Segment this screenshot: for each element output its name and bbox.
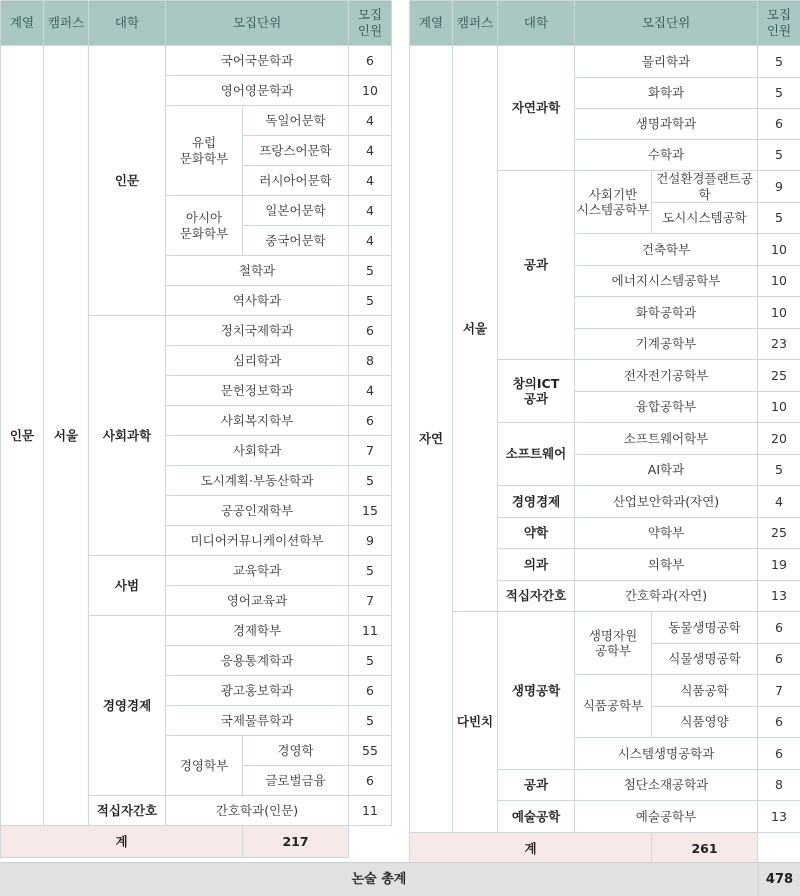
header-campus: 캠퍼스 xyxy=(44,1,89,46)
unit-cell: 프랑스어문학 xyxy=(243,136,349,166)
quota-cell: 5 xyxy=(349,556,392,586)
campus-cell: 다빈치 xyxy=(453,612,498,833)
college-cell: 경영경제 xyxy=(498,486,575,518)
quota-cell: 7 xyxy=(349,436,392,466)
quota-cell: 6 xyxy=(349,676,392,706)
unit-cell: 정치국제학과 xyxy=(166,316,349,346)
quota-cell: 6 xyxy=(758,109,800,140)
unit-cell: 도시시스템공학 xyxy=(652,203,758,234)
quota-cell: 9 xyxy=(349,526,392,556)
header-quota: 모집 인원 xyxy=(758,1,800,46)
college-cell: 인문 xyxy=(89,46,166,316)
college-cell: 자연과학 xyxy=(498,46,575,171)
quota-cell: 5 xyxy=(758,140,800,171)
quota-cell: 5 xyxy=(758,203,800,234)
unit-cell: 공공인재학부 xyxy=(166,496,349,526)
grand-total-label: 논술 총계 xyxy=(351,872,407,887)
subtotal-value: 217 xyxy=(243,826,349,858)
quota-cell: 7 xyxy=(758,675,800,707)
college-cell: 예술공학 xyxy=(498,801,575,833)
unit-cell: 에너지시스템공학부 xyxy=(575,266,758,297)
quota-cell: 5 xyxy=(349,466,392,496)
unit-cell: 사회복지학부 xyxy=(166,406,349,436)
group-cell: 경영학부 xyxy=(166,736,243,796)
quota-cell: 4 xyxy=(349,106,392,136)
unit-cell: 화학과 xyxy=(575,78,758,109)
quota-cell: 10 xyxy=(349,76,392,106)
humanities-admission-table xyxy=(0,0,392,858)
quota-cell: 10 xyxy=(758,234,800,266)
quota-cell: 4 xyxy=(349,376,392,406)
quota-cell: 55 xyxy=(349,736,392,766)
quota-cell: 4 xyxy=(349,196,392,226)
header-college: 대학 xyxy=(89,1,166,46)
quota-cell: 25 xyxy=(758,360,800,392)
unit-cell: 첨단소재공학과 xyxy=(575,770,758,801)
subtotal-label: 계 xyxy=(1,826,243,858)
quota-cell: 8 xyxy=(349,346,392,376)
quota-cell: 10 xyxy=(758,392,800,423)
quota-cell: 10 xyxy=(758,297,800,329)
unit-cell: 수학과 xyxy=(575,140,758,171)
unit-cell: 심리학과 xyxy=(166,346,349,376)
quota-cell: 4 xyxy=(758,486,800,518)
field-cell: 인문 xyxy=(1,46,44,826)
unit-cell: 화학공학과 xyxy=(575,297,758,329)
unit-cell: AI학과 xyxy=(575,455,758,486)
natural-science-admission-table xyxy=(409,0,800,865)
quota-cell: 20 xyxy=(758,423,800,455)
unit-cell: 역사학과 xyxy=(166,286,349,316)
college-cell: 적십자간호 xyxy=(89,796,166,826)
quota-cell: 13 xyxy=(758,581,800,612)
quota-cell: 5 xyxy=(349,256,392,286)
college-cell: 의과 xyxy=(498,549,575,581)
quota-cell: 5 xyxy=(758,455,800,486)
unit-cell: 기계공학부 xyxy=(575,329,758,360)
unit-cell: 국제물류학과 xyxy=(166,706,349,736)
unit-cell: 건설환경플랜트공학 xyxy=(652,171,758,203)
grand-total-value: 478 xyxy=(758,863,800,896)
group-cell: 아시아 문화학부 xyxy=(166,196,243,256)
unit-cell: 일본어문학 xyxy=(243,196,349,226)
unit-cell: 교육학과 xyxy=(166,556,349,586)
subtotal-value: 261 xyxy=(652,833,758,865)
quota-cell: 25 xyxy=(758,518,800,549)
unit-cell: 식물생명공학 xyxy=(652,644,758,675)
unit-cell: 독일어문학 xyxy=(243,106,349,136)
quota-cell: 19 xyxy=(758,549,800,581)
table-row xyxy=(410,46,800,78)
college-cell: 사회과학 xyxy=(89,316,166,556)
quota-cell: 4 xyxy=(349,226,392,256)
subtotal-row xyxy=(410,833,800,865)
college-cell: 약학 xyxy=(498,518,575,549)
unit-cell: 건축학부 xyxy=(575,234,758,266)
header-unit: 모집단위 xyxy=(575,1,758,46)
unit-cell: 시스템생명공학과 xyxy=(575,738,758,770)
subtotal-row xyxy=(1,826,392,858)
quota-cell: 6 xyxy=(758,644,800,675)
quota-cell: 5 xyxy=(349,286,392,316)
unit-cell: 중국어문학 xyxy=(243,226,349,256)
quota-cell: 10 xyxy=(758,266,800,297)
quota-cell: 6 xyxy=(349,766,392,796)
unit-cell: 사회학과 xyxy=(166,436,349,466)
college-cell: 사범 xyxy=(89,556,166,616)
quota-cell: 6 xyxy=(758,707,800,738)
college-cell: 생명공학 xyxy=(498,612,575,770)
group-cell: 사회기반 시스템공학부 xyxy=(575,171,652,234)
college-cell: 공과 xyxy=(498,171,575,360)
unit-cell: 러시아어문학 xyxy=(243,166,349,196)
unit-cell: 산업보안학과(자연) xyxy=(575,486,758,518)
quota-cell: 5 xyxy=(758,46,800,78)
quota-cell: 6 xyxy=(349,46,392,76)
header-unit: 모집단위 xyxy=(166,1,349,46)
unit-cell: 예술공학부 xyxy=(575,801,758,833)
table-header-row xyxy=(410,1,800,46)
unit-cell: 경영학 xyxy=(243,736,349,766)
quota-cell: 4 xyxy=(349,166,392,196)
unit-cell: 국어국문학과 xyxy=(166,46,349,76)
group-cell: 유럽 문화학부 xyxy=(166,106,243,196)
unit-cell: 영어영문학과 xyxy=(166,76,349,106)
college-cell: 소프트웨어 xyxy=(498,423,575,486)
quota-cell: 5 xyxy=(758,78,800,109)
header-quota: 모집 인원 xyxy=(349,1,392,46)
quota-cell: 8 xyxy=(758,770,800,801)
quota-cell: 5 xyxy=(349,646,392,676)
unit-cell: 미디어커뮤니케이션학부 xyxy=(166,526,349,556)
quota-cell: 13 xyxy=(758,801,800,833)
unit-cell: 식품공학 xyxy=(652,675,758,707)
college-cell: 공과 xyxy=(498,770,575,801)
unit-cell: 전자전기공학부 xyxy=(575,360,758,392)
header-campus: 캠퍼스 xyxy=(453,1,498,46)
unit-cell: 응용통계학과 xyxy=(166,646,349,676)
header-field: 계열 xyxy=(1,1,44,46)
unit-cell: 동물생명공학 xyxy=(652,612,758,644)
unit-cell: 생명과학과 xyxy=(575,109,758,140)
quota-cell: 7 xyxy=(349,586,392,616)
table-header-row xyxy=(1,1,392,46)
unit-cell: 경제학부 xyxy=(166,616,349,646)
grand-total-bar xyxy=(0,862,800,896)
quota-cell: 11 xyxy=(349,616,392,646)
college-cell: 적십자간호 xyxy=(498,581,575,612)
group-cell: 생명자원 공학부 xyxy=(575,612,652,675)
header-college: 대학 xyxy=(498,1,575,46)
unit-cell: 식품영양 xyxy=(652,707,758,738)
college-cell: 창의ICT 공과 xyxy=(498,360,575,423)
unit-cell: 의학부 xyxy=(575,549,758,581)
header-field: 계열 xyxy=(410,1,453,46)
table-row xyxy=(410,612,800,644)
quota-cell: 6 xyxy=(758,738,800,770)
quota-cell: 15 xyxy=(349,496,392,526)
campus-cell: 서울 xyxy=(44,46,89,826)
quota-cell: 6 xyxy=(349,316,392,346)
group-cell: 식품공학부 xyxy=(575,675,652,738)
unit-cell: 도시계획·부동산학과 xyxy=(166,466,349,496)
unit-cell: 영어교육과 xyxy=(166,586,349,616)
quota-cell: 6 xyxy=(758,612,800,644)
quota-cell: 9 xyxy=(758,171,800,203)
college-cell: 경영경제 xyxy=(89,616,166,796)
quota-cell: 11 xyxy=(349,796,392,826)
campus-cell: 서울 xyxy=(453,46,498,612)
unit-cell: 물리학과 xyxy=(575,46,758,78)
field-cell: 자연 xyxy=(410,46,453,833)
unit-cell: 광고홍보학과 xyxy=(166,676,349,706)
subtotal-label: 계 xyxy=(410,833,652,865)
table-row xyxy=(1,46,392,76)
quota-cell: 4 xyxy=(349,136,392,166)
unit-cell: 약학부 xyxy=(575,518,758,549)
unit-cell: 문헌정보학과 xyxy=(166,376,349,406)
unit-cell: 글로벌금융 xyxy=(243,766,349,796)
quota-cell: 5 xyxy=(349,706,392,736)
unit-cell: 융합공학부 xyxy=(575,392,758,423)
unit-cell: 철학과 xyxy=(166,256,349,286)
unit-cell: 간호학과(자연) xyxy=(575,581,758,612)
quota-cell: 6 xyxy=(349,406,392,436)
unit-cell: 간호학과(인문) xyxy=(166,796,349,826)
unit-cell: 소프트웨어학부 xyxy=(575,423,758,455)
quota-cell: 23 xyxy=(758,329,800,360)
